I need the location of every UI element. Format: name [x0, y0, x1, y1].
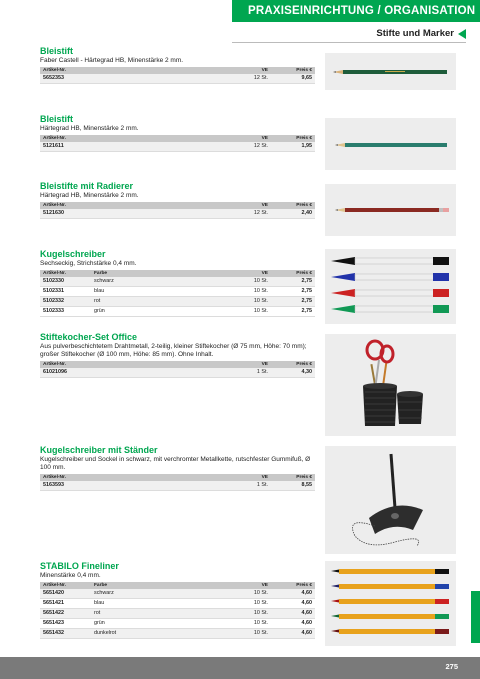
table-row	[40, 481, 315, 491]
product-description: Härtegrad HB, Minenstärke 2 mm.	[40, 125, 139, 132]
col-header-ve: VE	[235, 67, 271, 74]
col-header-ve: VE	[235, 582, 271, 589]
cell-empty	[91, 481, 235, 491]
pen-with-stand-image	[325, 446, 456, 554]
cell-farbe: blau	[91, 599, 235, 609]
cell-farbe: dunkelrot	[91, 629, 235, 639]
section-tab-marker	[471, 591, 480, 643]
table-row	[40, 74, 315, 84]
cell-ve: 10 St.	[235, 277, 271, 287]
product-block	[40, 46, 315, 84]
product-table	[40, 474, 315, 491]
table-row	[40, 609, 315, 619]
pencil-image	[325, 53, 456, 90]
cell-ve: 10 St.	[235, 629, 271, 639]
col-header-empty	[91, 135, 235, 142]
cell-ve: 1 St.	[235, 481, 271, 491]
cell-ve: 1 St.	[235, 368, 271, 378]
cell-empty	[91, 142, 235, 152]
table-row	[40, 368, 315, 378]
product-description: Minenstärke 0,4 mm.	[40, 572, 101, 579]
fineliner-image	[325, 561, 456, 646]
ballpoint-pens-image	[325, 249, 456, 324]
section-header	[232, 0, 480, 22]
cell-ve: 10 St.	[235, 297, 271, 307]
cell-farbe: schwarz	[91, 277, 235, 287]
col-header-empty	[91, 474, 235, 481]
product-block	[40, 181, 315, 219]
col-header-preis: Preis €	[271, 361, 315, 368]
footer-bar	[0, 657, 480, 679]
col-header-preis: Preis €	[271, 474, 315, 481]
product-description: Härtegrad HB, Minenstärke 2 mm.	[40, 192, 139, 199]
product-table	[40, 361, 315, 378]
col-header-art: Artikel-Nr.	[40, 67, 91, 74]
product-block	[40, 332, 315, 378]
cell-ve: 10 St.	[235, 619, 271, 629]
col-header-art: Artikel-Nr.	[40, 135, 91, 142]
product-title: STABILO Fineliner	[40, 561, 119, 571]
product-table	[40, 270, 315, 317]
pencil-image	[325, 118, 456, 170]
col-header-farbe: Farbe	[91, 270, 235, 277]
col-header-preis: Preis €	[271, 582, 315, 589]
cell-ve: 12 St.	[235, 209, 271, 219]
cell-art: 5651422	[40, 609, 91, 619]
col-header-preis: Preis €	[271, 270, 315, 277]
product-description: Aus pulverbeschichtetem Drahtmetall, 2-teilig, kleiner Stiftekocher (Ø 75 mm, Höhe: 70 mm); großer Stiftekocher (Ø 100 mm, Höhe: 85 mm). Ohne Inhalt.	[40, 343, 307, 358]
cell-art: 5652353	[40, 74, 91, 84]
cell-preis: 2,40	[271, 209, 315, 219]
cell-art: 5651432	[40, 629, 91, 639]
cell-art: 5121611	[40, 142, 91, 152]
table-row	[40, 142, 315, 152]
col-header-empty	[91, 67, 235, 74]
cell-preis: 2,75	[271, 287, 315, 297]
cell-empty	[91, 74, 235, 84]
product-description: Faber Castell - Härtegrad HB, Minenstärke 2 mm.	[40, 57, 184, 64]
divider	[232, 42, 466, 43]
cell-preis: 8,55	[271, 481, 315, 491]
pencil-with-eraser-image	[325, 184, 456, 236]
product-title: Stiftekocher-Set Office	[40, 332, 138, 342]
product-block	[40, 114, 315, 152]
col-header-preis: Preis €	[271, 202, 315, 209]
col-header-empty	[91, 361, 235, 368]
col-header-preis: Preis €	[271, 67, 315, 74]
product-description: Kugelschreiber und Sockel in schwarz, mit verchromter Metallkette, rutschfester Gummifuß, Ø 100 mm.	[40, 456, 311, 471]
cell-ve: 10 St.	[235, 287, 271, 297]
cell-art: 5102330	[40, 277, 91, 287]
table-row	[40, 287, 315, 297]
cell-art: 5651420	[40, 589, 91, 599]
page-number: 275	[445, 662, 458, 671]
cell-farbe: grün	[91, 307, 235, 317]
col-header-ve: VE	[235, 270, 271, 277]
product-block	[40, 249, 315, 317]
subsection-title: Stifte und Marker	[376, 28, 454, 39]
cell-farbe: rot	[91, 609, 235, 619]
cell-art: 5651423	[40, 619, 91, 629]
cell-farbe: rot	[91, 297, 235, 307]
cell-preis: 4,60	[271, 589, 315, 599]
table-row	[40, 589, 315, 599]
cell-art: 5102332	[40, 297, 91, 307]
product-title: Bleistifte mit Radierer	[40, 181, 134, 191]
col-header-art: Artikel-Nr.	[40, 202, 91, 209]
cell-ve: 12 St.	[235, 74, 271, 84]
col-header-ve: VE	[235, 361, 271, 368]
cell-preis: 4,60	[271, 619, 315, 629]
col-header-art: Artikel-Nr.	[40, 582, 91, 589]
product-title: Kugelschreiber mit Ständer	[40, 445, 158, 455]
product-title: Bleistift	[40, 114, 74, 124]
cell-preis: 9,65	[271, 74, 315, 84]
cell-art: 5102333	[40, 307, 91, 317]
cell-preis: 4,30	[271, 368, 315, 378]
product-table	[40, 135, 315, 152]
table-row	[40, 297, 315, 307]
col-header-empty	[91, 202, 235, 209]
cell-preis: 2,75	[271, 307, 315, 317]
col-header-art: Artikel-Nr.	[40, 361, 91, 368]
cell-ve: 10 St.	[235, 609, 271, 619]
col-header-art: Artikel-Nr.	[40, 474, 91, 481]
product-table	[40, 67, 315, 84]
col-header-preis: Preis €	[271, 135, 315, 142]
cell-art: 5121630	[40, 209, 91, 219]
table-row	[40, 209, 315, 219]
cell-farbe: blau	[91, 287, 235, 297]
product-description: Sechseckig, Strichstärke 0,4 mm.	[40, 260, 137, 267]
cell-preis: 4,60	[271, 599, 315, 609]
cell-empty	[91, 368, 235, 378]
cell-preis: 2,75	[271, 297, 315, 307]
triangle-left-icon	[458, 29, 466, 39]
cell-art: 5102331	[40, 287, 91, 297]
cell-farbe: grün	[91, 619, 235, 629]
pen-holder-set-image	[325, 334, 456, 436]
table-row	[40, 619, 315, 629]
col-header-art: Artikel-Nr.	[40, 270, 91, 277]
cell-empty	[91, 209, 235, 219]
section-title: PRAXISEINRICHTUNG / ORGANISATION	[248, 5, 476, 17]
cell-farbe: schwarz	[91, 589, 235, 599]
cell-art: 61021096	[40, 368, 91, 378]
table-row	[40, 599, 315, 609]
cell-preis: 1,95	[271, 142, 315, 152]
col-header-ve: VE	[235, 135, 271, 142]
cell-ve: 10 St.	[235, 599, 271, 609]
product-table	[40, 202, 315, 219]
cell-ve: 12 St.	[235, 142, 271, 152]
col-header-farbe: Farbe	[91, 582, 235, 589]
cell-ve: 10 St.	[235, 307, 271, 317]
col-header-ve: VE	[235, 202, 271, 209]
table-row	[40, 629, 315, 639]
cell-art: 5163593	[40, 481, 91, 491]
table-row	[40, 277, 315, 287]
cell-preis: 2,75	[271, 277, 315, 287]
col-header-ve: VE	[235, 474, 271, 481]
product-table	[40, 582, 315, 639]
product-block	[40, 445, 315, 491]
table-row	[40, 307, 315, 317]
subsection-heading	[376, 28, 466, 39]
cell-ve: 10 St.	[235, 589, 271, 599]
product-title: Bleistift	[40, 46, 74, 56]
product-block	[40, 561, 315, 639]
cell-preis: 4,60	[271, 629, 315, 639]
cell-preis: 4,60	[271, 609, 315, 619]
cell-art: 5651421	[40, 599, 91, 609]
product-title: Kugelschreiber	[40, 249, 106, 259]
